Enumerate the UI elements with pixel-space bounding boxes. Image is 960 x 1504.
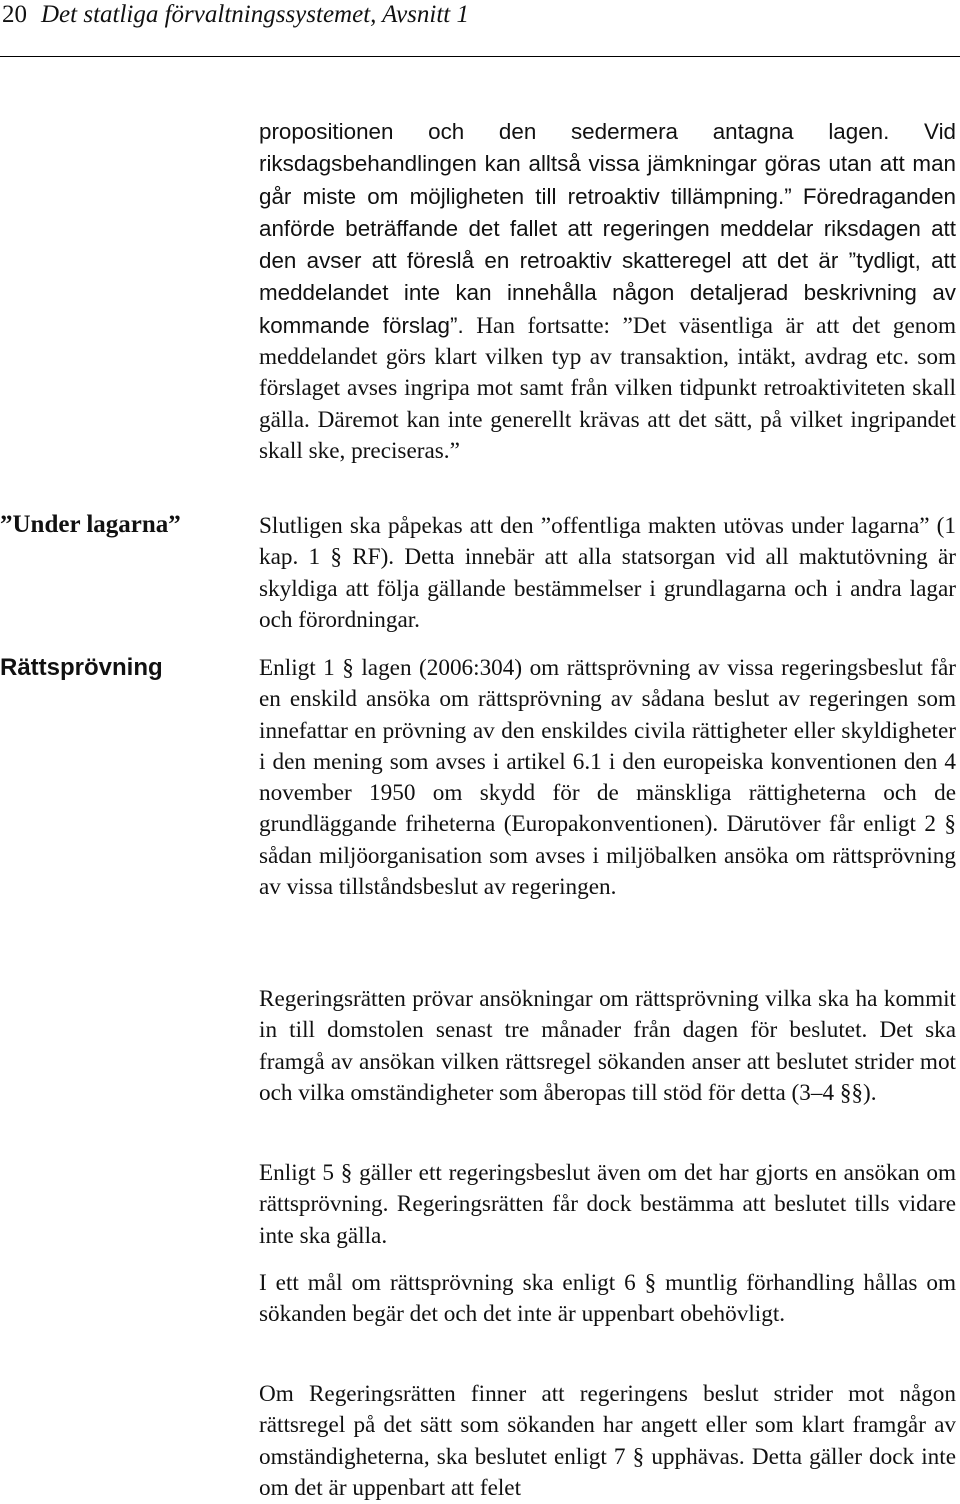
margin-heading-rattsprovning: Rättsprövning [0, 654, 163, 681]
paragraph-upphavande: Om Regeringsrätten finner att regeringens beslut strider mot någon rättsregel på det sätt som sökanden har angett eller som klart framgår av omständigheterna, ska beslutet enligt 7 § upphävas. Detta gäller dock inte om det är uppenbart att felet [259, 1381, 956, 1501]
paragraph-verkstallighet: Enligt 5 § gäller ett regeringsbeslut även om det har gjorts en ansökan om rättsprövning. Regeringsrätten får dock bestämma att beslutet tills vidare inte ska gälla. [259, 1160, 956, 1249]
paragraph-retroaktiv [259, 116, 956, 467]
header-divider [0, 56, 960, 57]
margin-heading-under-lagarna: ”Under lagarna” [0, 511, 181, 538]
running-title: Det statliga förvaltningssystemet, Avsnitt 1 [41, 1, 469, 28]
paragraph-ansokningar: Regeringsrätten prövar ansökningar om rättsprövning vilka ska ha kommit in till domstolen senast tre månader från dagen för beslutet. Det ska framgå av ansökan vilken rättsregel sökanden anser att beslutet strider mot och vilka omständigheter som åberopas till stöd för detta (3–4 §§). [259, 986, 956, 1106]
paragraph-retroaktiv-continuation: Han fortsatte: ”Det väsentliga är att det genom meddelandet görs klart vilken typ av transaktion, intäkt, avdrag etc. som förslaget avses ingripa mot samt från vilken tidpunkt retroaktiviteten skall gälla. Däremot kan inte generellt krävas att det sätt, på vilket ingripandet skall ske, preciseras.” [259, 312, 956, 464]
paragraph-rattsprovning-lag: Enligt 1 § lagen (2006:304) om rättsprövning av vissa regeringsbeslut får en enskild ansöka om rättsprövning av sådana beslut av regeringen som innefattar en prövning av den enskildes civila rättigheter eller skyldigheter i den mening som avses i artikel 6.1 i den europeiska konventionen den 4 november 1950 om skydd för de mänskliga rättigheterna och de grundläggande friheterna (Europakonventionen). Därutöver får enligt 2 § sådan miljöorganisation som avses i miljöbalken ansöka om rättsprövning av vissa tillståndsbeslut av regeringen. [259, 655, 956, 901]
page-number: 20 [2, 1, 27, 28]
paragraph-retroaktiv-quote: propositionen och den sedermera antagna lagen. Vid riksdagsbehandlingen kan alltså vissa jämkningar göras utan att man går miste om möjligheten till retroaktiv tillämpning.” Föredraganden anförde beträffande det fallet att regeringen meddelar riksdagen att den avser att föreslå en retroaktiv skatteregel att det är ”tydligt, att meddelandet inte kan innehålla någon detaljerad beskrivning av kommande förslag”. [259, 119, 956, 338]
paragraph-muntlig-forhandling: I ett mål om rättsprövning ska enligt 6 § muntlig förhandling hållas om sökanden begär det och det inte är uppenbart obehövligt. [259, 1270, 956, 1328]
paragraph-under-lagarna: Slutligen ska påpekas att den ”offentliga makten utövas under lagarna” (1 kap. 1 § RF). Detta innebär att alla statsorgan vid all maktutövning är skyldiga att följa gällande bestämmelser i grundlagarna och i andra lagar och förordningar. [259, 513, 956, 633]
running-header [2, 0, 469, 30]
